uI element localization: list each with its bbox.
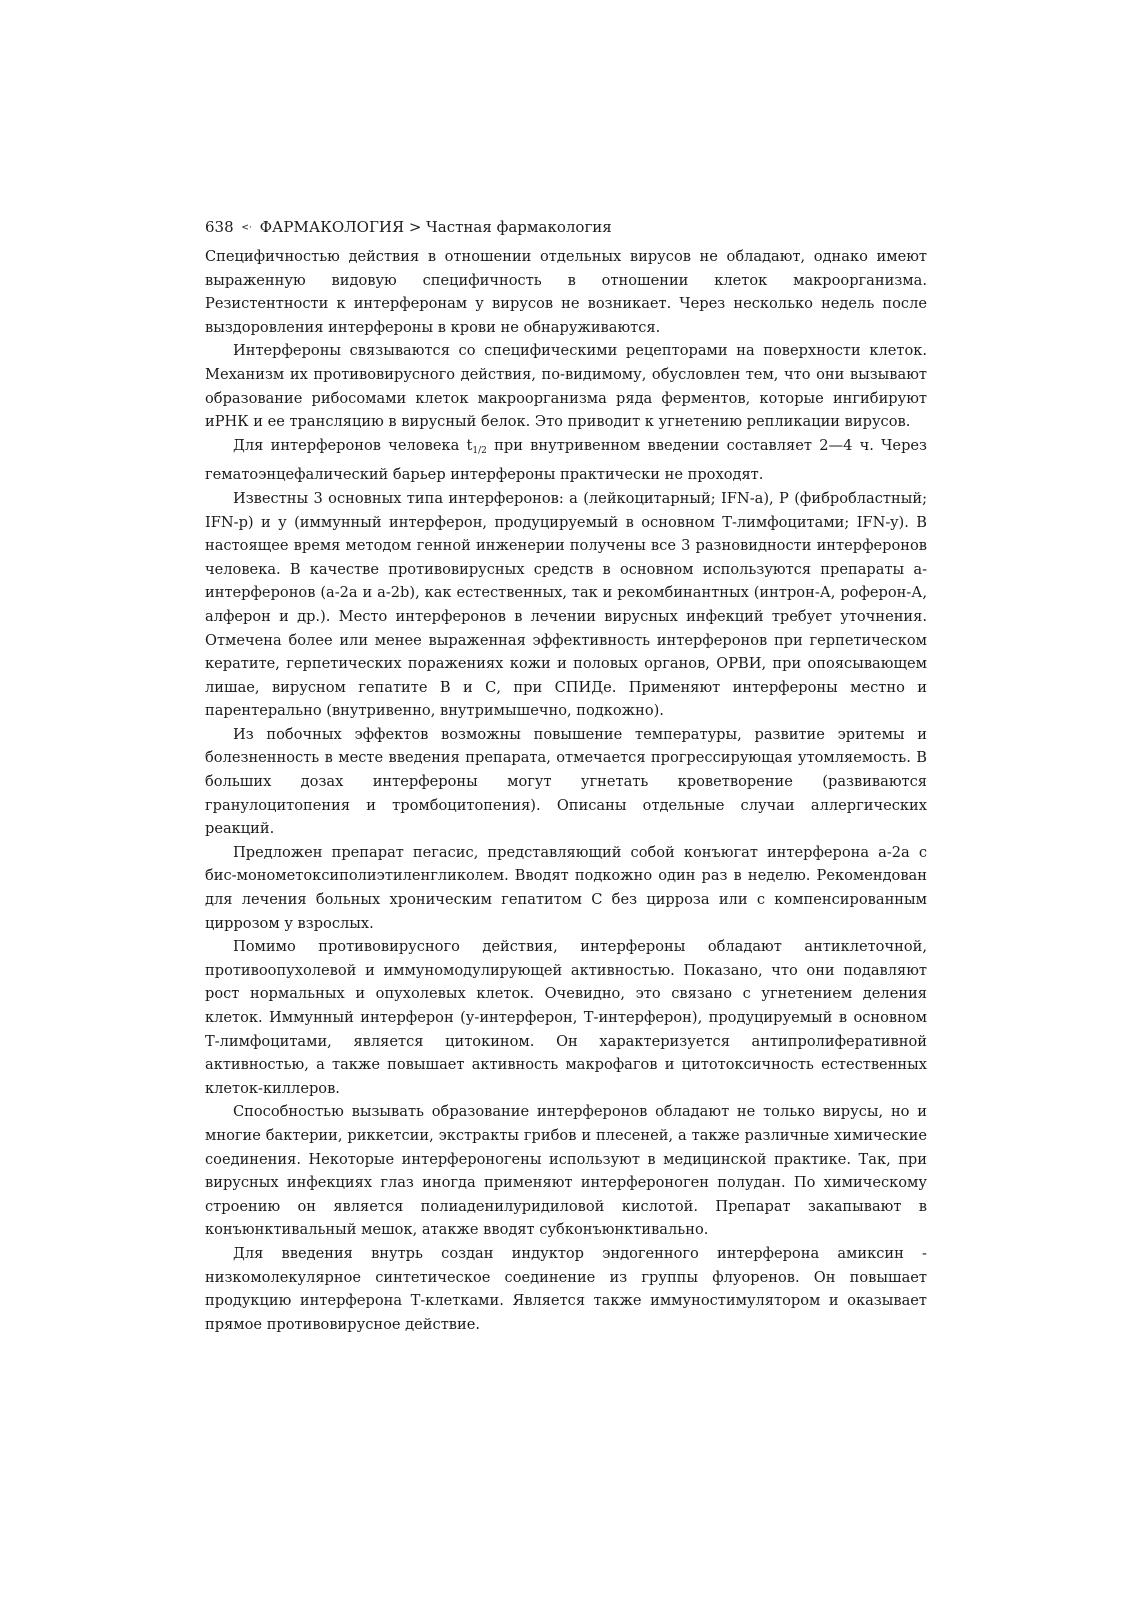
- page-number: 638: [205, 218, 234, 236]
- running-head: [205, 216, 927, 239]
- paragraph-pegasys: Предложен препарат пегасис, представляющий собой конъюгат интерферона а-2а с бис-монометоксиполиэтиленгликолем. Вводят подкожно один раз в неделю. Рекомендован для лечения больных хроническим гепатитом С без цирроза или с компенсированным циррозом у взрослых.: [205, 843, 927, 932]
- paragraph-antitumor: Помимо противовирусного действия, интерфероны обладают антиклеточной, противоопухолевой и иммуномодулирующей активностью. Показано, что они подавляют рост нормальных и опухолевых клеток. Очевидно, это связано с угнетением деления клеток. Иммунный интерферон (у-интерферон, Т-интерферон), продуцируемый в основном Т-лимфоцитами, является цитокином. Он характеризуется антипролиферативной активностью, а также повышает активность макрофагов и цитотоксичность естественных клеток-киллеров.: [205, 938, 927, 1097]
- paragraph-side-effects: Из побочных эффектов возможны повышение температуры, развитие эритемы и болезненность в месте введения препарата, отмечается прогрессирующая утомляемость. В больших дозах интерфероны могут угнетать кроветворение (развиваются гранулоцитопения и тромбоцитопения). Описаны отдельные случаи аллергических реакций.: [205, 725, 927, 838]
- half-life-text-after: при внутривенном введении составляет 2—4 ч. Через гематоэнцефалический барьер интерфероны практически не проходят.: [205, 436, 928, 484]
- paragraph-types: Известны 3 основных типа интерферонов: a (лейкоцитарный; IFN-a), Р (фибробластный; IFN-p) и у (иммунный интерферон, продуцируемый в основном Т-лимфоцитами; IFN-y). В настоящее время методом генной инженерии получены все 3 разновидности интерферонов человека. В качестве противовирусных средств в основном используются препараты а-интерферонов (а-2а и а-2b), как естественных, так и рекомбинантных (интрон-А, роферон-А, алферон и др.). Место интерферонов в лечении вирусных инфекций требует уточнения. Отмечена более или менее выраженная эффективность интерферонов при герпетическом кератите, герпетических поражениях кожи и половых органов, ОРВИ, при опоясывающем лишае, вирусном гепатите В и С, при СПИДе. Применяют интерфероны местно и парентерально (внутривенно, внутримышечно, подкожно).: [205, 489, 927, 720]
- paragraph-specificity: Специфичностью действия в отношении отдельных вирусов не обладают, однако имеют выраженную видовую специфичность в отношении клеток макроорганизма. Резистентности к интерферонам у вирусов не возникает. Через несколько недель после выздоровления интерфероны в крови не обнаруживаются.: [205, 248, 927, 336]
- paragraph-half-life: [205, 434, 927, 487]
- paragraph-amixin: Для введения внутрь создан индуктор эндогенного интерферона амиксин - низкомолекулярное синтетическое соединение из группы флуоренов. Он повышает продукцию интерферона Т-клетками. Является также иммуностимулятором и оказывает прямое противовирусное действие.: [205, 1244, 927, 1333]
- book-page: [205, 216, 927, 1336]
- paragraph-inducers: Способностью вызывать образование интерферонов обладают не только вирусы, но и многие бактерии, риккетсии, экстракты грибов и плесеней, а также различные химические соединения. Некоторые интерфероногены используют в медицинской практике. Так, при вирусных инфекциях глаз иногда применяют интерфероноген полудан. По химическому строению он является полиаденилуридиловой кислотой. Препарат закапывают в конъюнктивальный мешок, атакже вводят субконъюнктивально.: [205, 1103, 927, 1239]
- paragraph-mechanism: Интерфероны связываются со специфическими рецепторами на поверхности клеток. Механизм их противовирусного действия, по-видимому, обусловлен тем, что они вызывают образование рибосомами клеток макроорганизма ряда ферментов, которые ингибируют иРНК и ее трансляцию в вирусный белок. Это приводит к угнетению репликации вирусов.: [205, 342, 927, 431]
- header-separator: <·: [241, 223, 252, 233]
- section-title: ФАРМАКОЛОГИЯ > Частная фармакология: [259, 218, 612, 236]
- half-life-text-before: Для интерферонов человека t: [233, 436, 473, 454]
- half-life-subscript: 1/2: [472, 445, 487, 456]
